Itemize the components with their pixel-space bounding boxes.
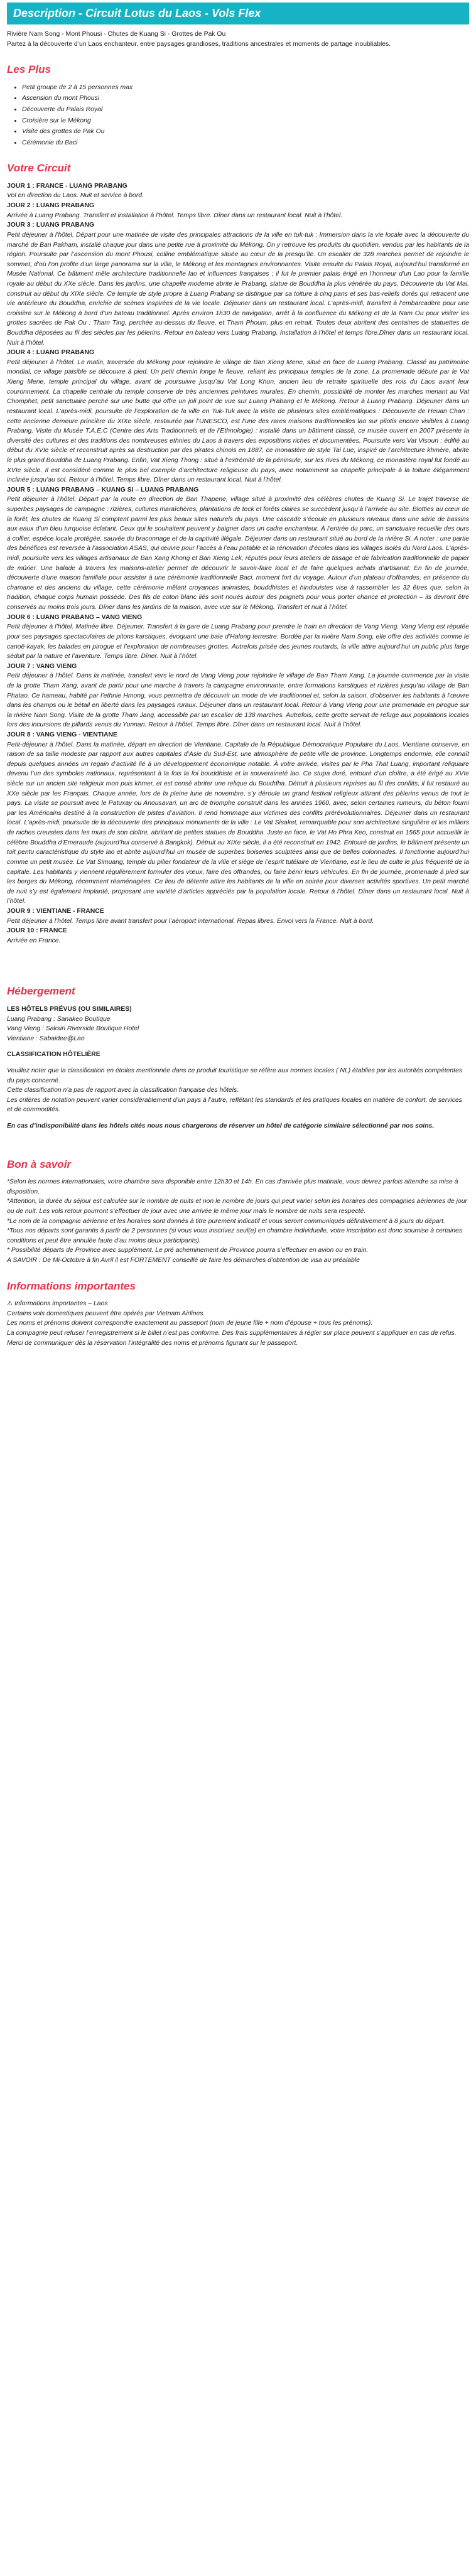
hebergement	[7, 1005, 469, 1131]
day-block	[7, 907, 469, 926]
day-title: JOUR 3 : LUANG PRABANG	[7, 222, 95, 229]
plus-item: • Visite des grottes de Pak Ou	[22, 127, 469, 137]
day-block	[7, 613, 469, 662]
informations-importantes	[7, 1299, 469, 1348]
bon-line: *Tous nos départs sont garantis à partir de 2 personnes (si vous vous inscrivez seul(e) en chambre individuelle, votre inscription est donc soumise à certaines conditions et peut être annulée faute d’au moins deux participants).	[7, 1227, 463, 1244]
day-title: JOUR 2 : LUANG PRABANG	[7, 202, 95, 210]
intro	[7, 30, 469, 49]
bon-heading: Bon à savoir	[7, 1158, 72, 1170]
day-block	[7, 926, 469, 946]
plus-list	[7, 83, 469, 148]
day-block	[7, 201, 469, 220]
bon-line: A SAVOIR : De Mi-Octobre à fin Avril il est FORTEMENT conseillé de faire les démarches d’obtention de visa au préalable	[7, 1256, 360, 1264]
info-line: ⚠ Informations importantes – Laos	[7, 1300, 108, 1308]
bon-line: *Le nom de la compagnie aérienne et les horaires sont donnés à titre purement indicatif et vous seront communiqués définitivement à 8 jours du départ.	[7, 1217, 445, 1225]
day-title: JOUR 1 : FRANCE - LUANG PRABANG	[7, 182, 127, 190]
plus-item: • Ascension du mont Phousi	[22, 94, 469, 104]
bon-line: *Attention, la durée du séjour est calculée sur le nombre de nuits et non le nombre de jours qui peut varier selon les horaires des compagnies aériennes de jour ou de nuit. Les vols retour pourront s’effectuer de jour avec une arrivée le même jour mais le nombre de nuits sera respecté.	[7, 1198, 467, 1215]
day-text: Petit déjeuner à l’hôtel. Matinée libre. Déjeuner. Transfert à la gare de Luang Prabang pour prendre le train en direction de Vang Vieng. Vang Vieng est réputée pour ses paysages spectaculaires de pitons karstiques, évoquant une baie d’Halong terrestre. Bordée par la rivière Nam Song, elle offre des activités comme le canoë-kayak, les balades en pirogue et l’exploration de nombreuses grottes. Autrefois prisée des jeunes routards, la ville attire aujourd’hui un public plus large séduit par la nature et l’aventure. Temps libre. Dîner. Nuit à l’hôtel.	[7, 623, 469, 660]
day-block	[7, 662, 469, 730]
day-text: Arrivée en France.	[7, 937, 61, 944]
day-block	[7, 485, 469, 613]
intro-summary: Partez à la découverte d’un Laos enchanteur, entre paysages grandioses, traditions ancestrales et moments de partage inoubliables.	[7, 40, 391, 48]
day-text: Petit déjeuner à l’hôtel. Départ pour une matinée de visite des principales attractions de la ville en tuk-tuk : Immersion dans la vie locale avec la découverte du marché de Ban Pakham, installé chaque jour dans une petite rue à proximité du Mékong. On y retrouve les produits du quotidien, vendus par les habitants de la région. Poursuite par l’ascension du mont Phousi, colline emblématique située au cœur de la presqu’île. Un escalier de 328 marches permet de rejoindre le sommet, d’où l’on profite d’un large panorama sur la ville, le Mékong et les montagnes environnantes. Visite ensuite du Palais Royal, aujourd’hui transformé en Musée National. Ce bâtiment mêle architecture traditionnelle lao et influences françaises ; il fut le premier palais érigé en l’honneur d’un Lao pour la famille royale au début du XXe siècle. Dans les jardins, une chapelle moderne abrite le Prabang, statue de Bouddha la plus vénérée du pays. Découverte du Vat Mai, construit au début du XIXe siècle. Ce temple de style propre à Luang Prabang se distingue par sa toiture à cinq pans et ses bas-reliefs dorés qui retracent une vie antérieure du Bouddha, enrichie de scènes inspirées de la vie locale. Déjeuner dans un restaurant local. L’après-midi, transfert à l’embarcadère pour une croisière sur le Mékong à bord d’un bateau traditionnel. Après environ 1h30 de navigation, arrêt à la confluence du Mékong et de la Nam Ou pour visiter les grottes sacrées de Pak Ou : Tham Ting, perchée au-dessus du fleuve, et Tham Phoum, plus en retrait. Toutes deux abritent des centaines de statuettes de Bouddha déposées au fil des siècles par les pèlerins. Retour en bateau vers Luang Prabang. Installation à l’hôtel et temps libre.Dîner dans un restaurant local. Nuit à l’hôtel.	[7, 231, 469, 347]
plus-item: • Découverte du Palais Royal	[22, 105, 469, 115]
plus-heading: Les Plus	[7, 63, 51, 76]
hebergement-heading: Hébergement	[7, 985, 75, 998]
circuit	[7, 181, 469, 946]
day-block	[7, 348, 469, 485]
classification-label: CLASSIFICATION HÔTELIÈRE	[7, 1051, 100, 1059]
day-text: Petit déjeuner à l’hôtel. Le matin, traversée du Mékong pour rejoindre le village de Ban Xieng Mene, situé en face de Luang Prabang. Classé au patrimoine mondial, ce village paisible se découvre à pied. Un petit chemin longe le fleuve, reliant les principaux temples de la zone. La promenade débute par le Vat Xieng Mene, temple principal du village, avant de poursuivre jusqu’au Vat Long Khun, ancien lieu de retraite spirituelle des rois du Laos avant leur couronnement. La chapelle centrale du temple conserve de très anciennes peintures murales. En chemin, possibilité de monter les marches menant au Vat Chomphet, petit sanctuaire perché sur une butte qui offre un joli point de vue sur Luang Prabang et le Mékong. Retour à Luang Prabang. Déjeuner dans un restaurant local. L’après-midi, poursuite de l’exploration de la ville en Tuk-Tuk avec la visite de plusieurs sites emblématiques : Découverte de Heuan Chan : cette ancienne demeure princière du XIXe siècle, restaurée par l’UNESCO, est l’une des rares maisons traditionnelles lao sur pilotis encore visibles à Luang Prabang. Visite du Musée T.A.E.C (Centre des Arts Traditionnels et de l’Ethnologie) : installé dans un bâtiment classé, ce musée ouvert en 2007 présente la diversité des cultures et des traditions des nombreuses ethnies du Laos à travers des expositions riches et documentées. Poursuite vers Vat Visoun : édifié au début du XVIe siècle et reconstruit après sa destruction par des pirates chinois en 1887, ce monastère de style Tai Lue, inspiré de l’architecture khmère, abrite le plus grand Bouddha de Luang Prabang. Enfin, Vat Xieng Thong : situé à l’extrémité de la péninsule, sur les rives du Mékong, ce monastère royal fut fondé au XVIe siècle. Il est considéré comme le plus bel exemple d’architecture religieuse du pays, avec notamment sa chapelle principale à la toiture élégamment inclinée jusqu’au sol. Retour à l’hôtel. Temps libre. Dîner dans un restaurant local. Nuit à l’hôtel.	[7, 358, 469, 484]
day-text: Petit déjeuner à l’hôtel. Temps libre avant transfert pour l’aéroport international. Repas libres. Envol vers la France. Nuit à bord.	[7, 917, 374, 925]
hotel-line: Vientiane : Sabaidee@Lao	[7, 1035, 85, 1042]
day-block	[7, 181, 469, 201]
hotel-line: Vang Vieng : Saksiri Riverside Boutique Hotel	[7, 1025, 139, 1033]
day-title: JOUR 5 : LUANG PRABANG – KUANG SI – LUANG PRABANG	[7, 486, 199, 493]
day-text: Petit déjeuner à l’hôtel. Dans la matinée, transfert vers le nord de Vang Vieng pour rejoindre le village de Ban Tham Xang. La journée commence par la visite de la grotte Tham Xang, avant de partir pour une marche à travers la campagne environnante, entre formations karstiques et rizières jusqu’au village de Ban Phatao. Ce hameau, habité par l’ethnie Hmong, vous permettra de découvrir un mode de vie traditionnel et, selon la saison, d’observer les habitants à l’œuvre dans les champs ou le bétail en liberté dans les paysages ruraux. Déjeuner dans un restaurant local. Retour à Vang Vieng pour une promenade en pirogue sur la rivière Nam Song. Visite de la grotte Tham Jang, accessible par un escalier de 138 marches. Autrefois, cette grotte servait de refuge aux populations locales lors des incursions de pillards venus du Yunnan. Retour à l’hôtel. Temps libre. Dîner dans un restaurant local. Nuit à l’hôtel.	[7, 672, 469, 729]
day-title: JOUR 10 : FRANCE	[7, 927, 67, 935]
info-line: La compagnie peut refuser l’enregistrement si le billet n’est pas conforme. Des frais supplémentaires à régler sur place peuvent s’appliquer en cas de refus.	[7, 1329, 457, 1337]
hotels-label: LES HÔTELS PRÉVUS (OU SIMILAIRES)	[7, 1005, 132, 1013]
day-text: Arrivée à Luang Prabang. Transfert et installation à l’hôtel. Temps libre. Dîner dans un restaurant local. Nuit à l’hôtel.	[7, 212, 343, 219]
plus-item: • Petit groupe de 2 à 15 personnes max	[22, 83, 469, 93]
day-title: JOUR 6 : LUANG PRABANG – VANG VIENG	[7, 613, 143, 621]
day-title: JOUR 9 : VIENTIANE - FRANCE	[7, 907, 104, 915]
day-title: JOUR 7 : VANG VIENG	[7, 662, 77, 670]
bon-line: * Possibilité départs de Province avec supplément. Le pré acheminement de Province pourra s’effectuer en avion ou en train.	[7, 1247, 369, 1254]
classification-text: Cette classification n’a pas de rapport avec la classification française des hôtels.	[7, 1087, 239, 1094]
day-title: JOUR 8 : VANG VIENG - VIENTIANE	[7, 731, 117, 738]
day-text: Petit-déjeuner à l’hôtel. Dans la matinée, départ en direction de Vientiane. Capitale de la République Démocratique Populaire du Laos, Vientiane conserve, en raison de sa taille modeste par rapport aux autres capitales d’Asie du Sud-Est, une atmosphère de petite ville de province. Longtemps endormie, elle connaît depuis quelques années un regain d’activité lié à un développement économique notable. À votre arrivée, visites par le Pha That Luang, important reliquaire devenu l’un des symboles nationaux, représentant à la fois la foi bouddhiste et la souveraineté lao. Ce stupa doré, entouré d’un cloître, a été érigé au XVIe siècle sur un ancien site religieux mon puis khmer, et est censé abriter une relique du Bouddha. Détruit à plusieurs reprises au fil des conflits, il fut restauré au XXe siècle par les Français. Chaque année, lors de la pleine lune de novembre, s’y déroule un grand festival religieux attirant des pèlerins venus de tout le pays. La visite se poursuit avec le Patuxay ou Anousavari, un arc de triomphe construit dans les années 1960, avec, selon certaines rumeurs, du béton fourni par les Américains destiné à la construction de pistes d’aviation. Il rend hommage aux victimes des conflits prérévolutionnaires. Déjeuner dans un restaurant local. L’après-midi, poursuite de la découverte des principaux monuments de la ville : Le Vat Sisaket, remarquable pour son architecture singulière et les milliers de niches creusées dans les murs de son cloître, abritant de petites statues de Bouddha. Juste en face, le Vat Ho Phra Keo, construit en 1565 pour accueillir le célèbre Bouddha d’Emeraude (aujourd’hui conservé à Bangkok). Détruit au XIXe siècle, il a été reconstruit en 1942. Entouré de jardins, le bâtiment présente un toit pentu caractéristique du style lao et abrite aujourd’hui un musée de superbes boiseries sculptées ainsi que de belles colonnades. Il fonctionne aujourd’hui comme un petit musée. Le Vat Simuang, temple du pilier fondateur de la ville et siège de l’esprit tutélaire de Vientiane, est le lieu de culte le plus fréquenté de la capitale. Les habitants y viennent régulièrement formuler des vœux, faire des offrandes, ou faire bénir leurs véhicules. En fin de journée, promenade à pied sur les berges du Mékong, récemment réaménagées. Ce lieu de détente attire les habitants de la ville en soirée pour diverses activités sportives. Un petit marché de nuit s’y est également implanté, proposant une variété d’articles appréciés par la population locale. Retour à l’hôtel. Dîner dans un restaurant local. Nuit à l’hôtel.	[7, 741, 469, 905]
bon-a-savoir	[7, 1177, 469, 1265]
plus-item: • Cérémonie du Baci	[22, 138, 469, 148]
plus-item: • Croisière sur le Mékong	[22, 116, 469, 126]
bon-line: *Selon les normes internationales, votre chambre sera disponible entre 12h30 et 14h. En cas d’arrivée plus matinale, vous devrez parfois attendre sa mise à disposition.	[7, 1178, 458, 1195]
classification-text: Veuillez noter que la classification en étoiles mentionnée dans ce produit touristique se réfère aux normes locales ( NL) établies par les autorités compétentes du pays concerné.	[7, 1067, 463, 1084]
day-title: JOUR 4 : LUANG PRABANG	[7, 349, 95, 357]
day-text: Vol en direction du Laos. Nuit et service à bord.	[7, 192, 144, 200]
info-line: Les noms et prénoms doivent correspondre exactement au passeport (nom de jeune fille + nom d’épouse + tous les prénoms).	[7, 1320, 373, 1327]
info-line: Certains vols domestiques peuvent être opérés par Vietnam Airlines.	[7, 1310, 205, 1317]
info-heading: Informations importantes	[7, 1280, 136, 1292]
day-block	[7, 730, 469, 907]
classification-text: Les critères de notation peuvent varier considérablement d’un pays à l’autre, reflétant les standards et les pratiques locales en matière de confort, de services et de commodités.	[7, 1096, 462, 1114]
hotel-line: Luang Prabang : Sanakeo Boutique	[7, 1015, 111, 1023]
page-title: Description - Circuit Lotus du Laos - Vols Flex	[7, 3, 469, 24]
day-text: Petit déjeuner à l’hôtel. Départ par la route en direction de Ban Thapene, village situé à proximité des célèbres chutes de Kuang Si. Le trajet traverse de superbes paysages de campagne : rizières, cultures maraîchères, plantations de teck et forêts claires se succèdent jusqu’à l’arrivée au site. Blotties au cœur de la forêt, les chutes de Kuang Si comptent parmi les plus beaux sites naturels du pays. Une cascade s’écoule en plusieurs niveaux dans une série de bassins aux eaux d’un bleu turquoise éclatant. Ceux qui le souhaitent peuvent y baigner dans un cadre enchanteur. À l’entrée du parc, un sanctuaire recueille des ours à collier, espèce locale protégée, sauvée du braconnage et de la captivité illégale. Déjeuner dans un restaurant situé au bord de la rivière Si. A noter : une partie des bénéfices est reversée à l’association ASAS, qui œuvre pour l’accès à l’eau potable et la rénovation d’écoles dans les villages isolés du Nord Laos. L’après-midi, poursuite vers les villages artisanaux de Ban Xang Khong et Ban Xieng Lek, réputés pour leurs ateliers de tissage et de fabrication traditionnelle de papier de mûrier. Une balade à travers les maisons-atelier permet de découvrir le savoir-faire local et de faire quelques achats d’artisanat. En fin de journée, découverte d’une maison familiale pour assister à une cérémonie traditionnelle Baci, moment fort du voyage. Autour d’un plateau d’offrandes, en présence du chamane et des anciens du village, cette cérémonie mêlant croyances animistes, bouddhistes et hindouistes vise à rassembler les 32 êtres que, selon la tradition, chaque corps humain possède. Des fils de coton blanc liés sont noués autour des poignets pour vous porter chance et protection – ils devront être conservés au moins trois jours. Dîner dans les jardins de la maison, avec vue sur le Mékong. Transfert et nuit à l’hôtel.	[7, 496, 469, 612]
hebergement-note: En cas d’indisponibilité dans les hôtels cités nous nous chargerons de réserver un hôtel de catégorie similaire sélectionné par nos soins.	[7, 1123, 435, 1129]
info-line: Merci de communiquer dès la réservation l’intégralité des noms et prénoms figurant sur le passeport.	[7, 1339, 298, 1347]
circuit-heading: Votre Circuit	[7, 162, 71, 175]
day-block	[7, 220, 469, 348]
intro-route: Rivière Nam Song - Mont Phousi - Chutes de Kuang Si - Grottes de Pak Ou	[7, 31, 226, 38]
